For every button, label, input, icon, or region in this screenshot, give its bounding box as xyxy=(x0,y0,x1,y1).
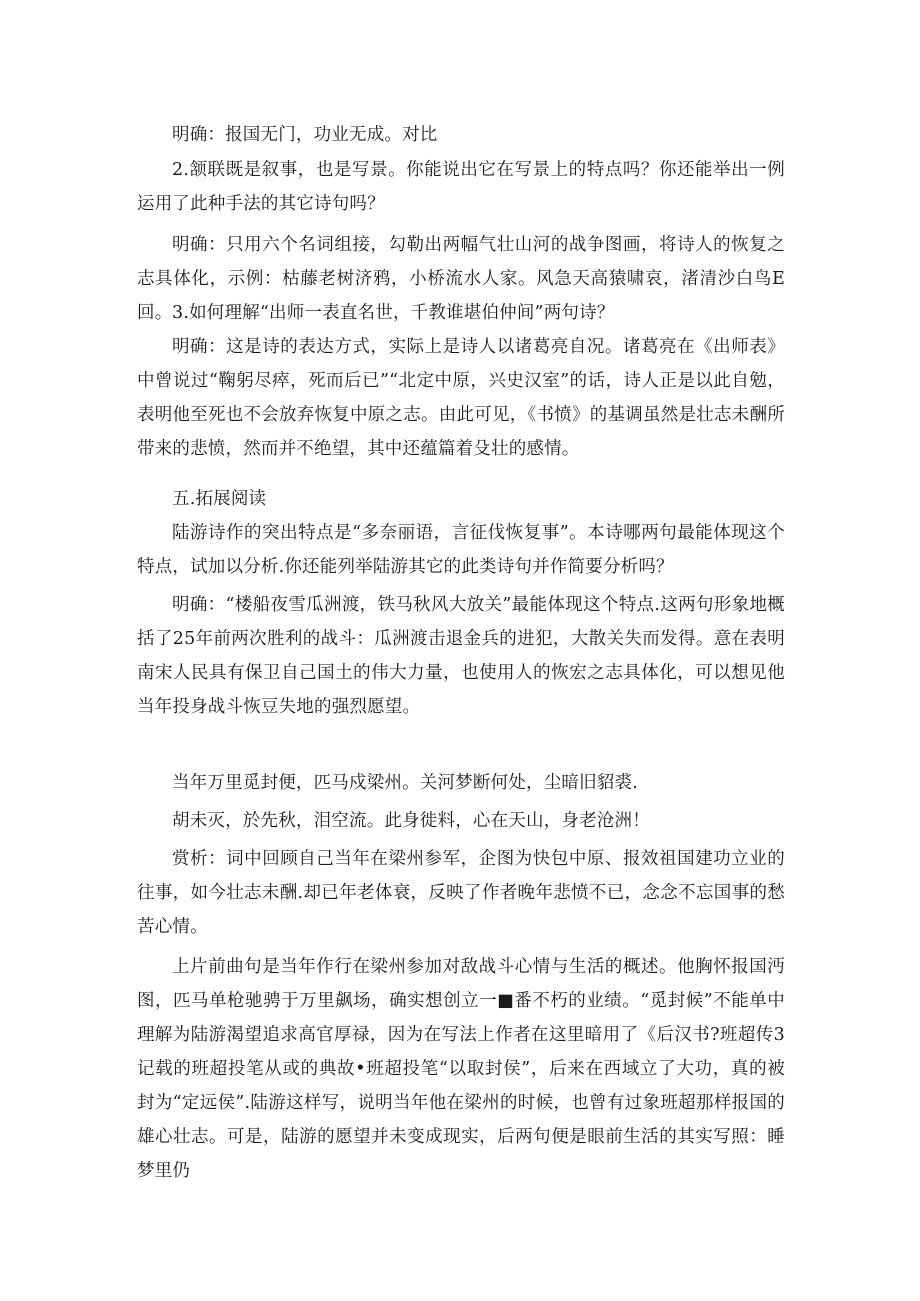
appreciation-paragraph: 赏析：词中回顾自己当年在梁州参军，企图为快包中原、报效祖国建功立业的往事，如今壮志未酬.却已年老体衰，反映了作者晚年悲愤不已，念念不忘国事的愁苦心情。 xyxy=(137,849,785,937)
question-2-paragraph: 2.颔联既是叙事，也是写景。你能说出它在写景上的特点吗？你还能举出一例运用了此种手法的其它诗句吗？ xyxy=(137,160,785,214)
answer-paragraph-2: 明确：只用六个名词组接，勾勒出两幅气壮山河的战争图画，将诗人的恢复之志具体化，示例：枯藤老树济鸦，小桥流水人家。风急天高猿啸哀，渚清沙白鸟E回。 xyxy=(137,235,785,323)
answer-paragraph-3: 明确：这是诗的表达方式，实际上是诗人以诸葛亮自况。诸葛亮在《出师表》中曾说过“鞠躬尽瘁，死而后已”“北定中原，兴史汉室”的话，诗人正是以此自勉，表明他至死也不会放弃恢复中原之志。由此可见，《书愤》的基调虽然是壮志未酬所带来的悲愤，然而并不绝望，其中还蕴篇着殳壮的感情。 xyxy=(137,337,785,459)
answer-paragraph-1: 明确：报国无门，功业无成。对比 xyxy=(172,125,438,145)
poem-line-2: 胡未灭，於先秋，泪空流。此身徙料，心在天山，身老沧洲！ xyxy=(172,811,650,831)
analysis-paragraph: 上片前曲句是当年作行在梁州参加对敌战斗心情与生活的概述。他胸怀报国沔图，匹马单枪驰骋于万里飙场，确实想创立一■番不朽的业绩。“觅封候”不能单中理解为陆游渴望追求高官厚禄，因为在写法上作者在这里暗用了《后汉书?班超传3记载的班超投笔从或的典故•班超投笔“以取封侯”，后来在西域立了大功，真的被封为“定远侯”.陆游这样写，说明当年他在梁州的时候，也曾有过象班超那样报国的雄心壮志。可是，陆游的愿望并未变成现实，后两句便是眼前生活的其实写照：睡梦里仍 xyxy=(137,957,785,1181)
poem-line-1: 当年万里觅封便，匹马戍梁州。关河梦断何处，尘暗旧貂裘. xyxy=(172,773,638,793)
extended-reading-question: 陆游诗作的突出特点是“多奈丽语，言征伐恢复事”。本诗哪两句最能体现这个特点，试加以分析.你还能列举陆游其它的此类诗句并作简要分析吗？ xyxy=(137,523,785,577)
answer-paragraph-4: 明确：“楼船夜雪瓜洲渡，铁马秋风大放关”最能体现这个特点.这两句形象地概括了25年前两次胜利的战斗：瓜洲渡击退金兵的进犯，大散关失而发得。意在表明南宋人民具有保卫自己国土的伟大力量，也使用人的恢宏之志具体化，可以想见他当年投身战斗恢豆失地的强烈愿望。 xyxy=(137,595,785,717)
question-3-paragraph: 3.如何理解“出师一表直名世，千教谁堪伯仲间”两句诗？ xyxy=(172,303,615,323)
section-heading-extended-reading: 五.拓展阅读 xyxy=(172,489,267,509)
